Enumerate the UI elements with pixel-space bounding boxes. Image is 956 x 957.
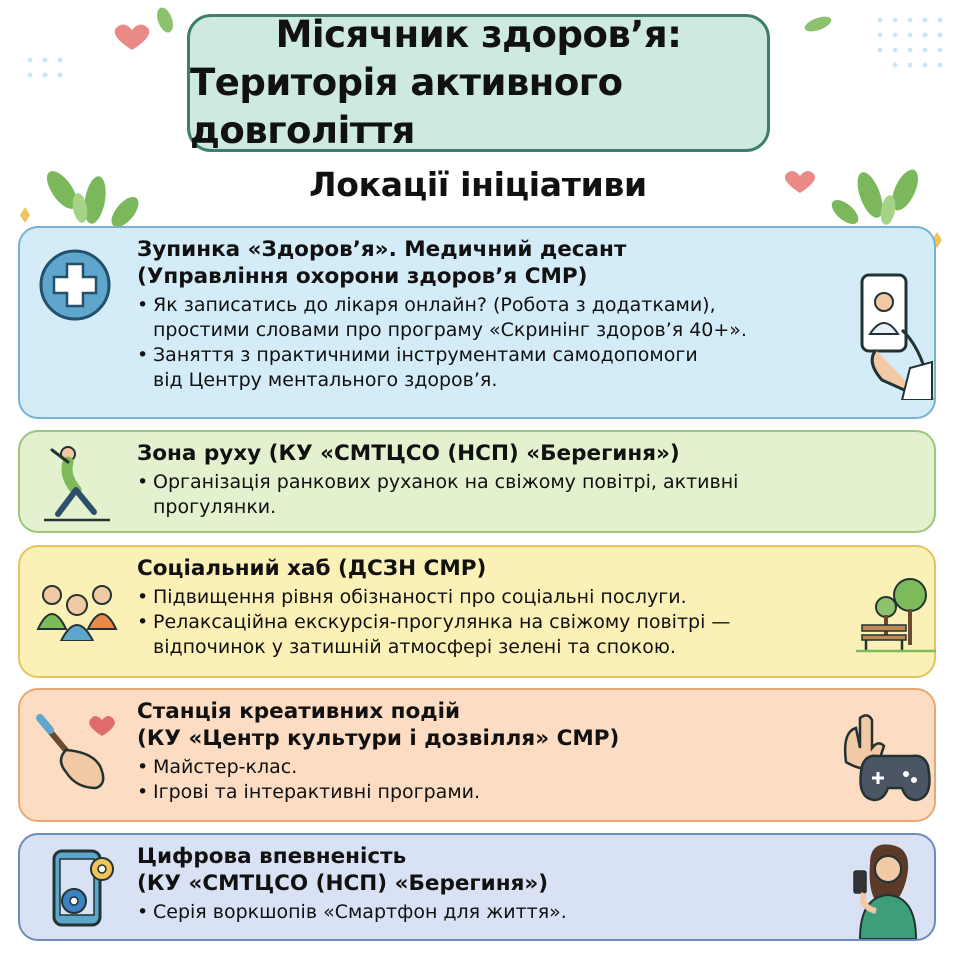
- bullet-item: • Підвищення рівня обізнаності про соціальні послуги.: [137, 585, 730, 610]
- card-heading-org: (КУ «Центр культури і дозвілля» СМР): [137, 726, 620, 751]
- title-line-2: Територія активного довголіття: [190, 61, 623, 152]
- bullet-item: • Заняття з практичними інструментами самодопомоги від Центру ментального здоров’я.: [137, 343, 747, 393]
- woman-smartphone-icon: [840, 841, 930, 939]
- card-heading: Соціальний хаб (ДСЗН СМР): [137, 556, 487, 581]
- bullet-item: • Релаксаційна екскурсія-прогулянка на свіжому повітрі — відпочинок у затишній атмосфері зелені та спокою.: [137, 610, 730, 660]
- park-bench-icon: [856, 573, 936, 653]
- exercise-person-icon: [40, 440, 114, 524]
- card-text: [137, 236, 747, 393]
- card-text: [137, 555, 730, 660]
- card-heading: Зупинка «Здоров’я». Медичний десант: [137, 237, 627, 262]
- title-line-1: Місячник здоров’я:: [275, 13, 682, 56]
- location-card-creative-station: [18, 688, 936, 822]
- location-card-health-stop: [18, 226, 936, 419]
- card-heading: Цифрова впевненість: [137, 844, 407, 869]
- location-card-movement-zone: [18, 430, 936, 533]
- people-group-icon: [34, 579, 120, 641]
- paintbrush-hand-icon: [36, 710, 126, 800]
- bullet-item: • Як записатись до лікаря онлайн? (Робота з додатками), простими словами про програму «Скринінг здоров’я 40+».: [137, 293, 747, 343]
- card-text: [137, 843, 567, 925]
- card-heading: Станція креативних подій: [137, 699, 461, 724]
- tablet-gears-icon: [50, 847, 130, 931]
- bullet-item: • Ігрові та інтерактивні програми.: [137, 780, 619, 805]
- card-text: [137, 440, 738, 520]
- heart-icon: [115, 24, 150, 50]
- card-heading-org: (Управління охорони здоров’я СМР): [137, 264, 588, 289]
- phone-doctor-icon: [852, 270, 936, 400]
- bullet-item: • Серія воркшопів «Смартфон для життя».: [137, 900, 567, 925]
- card-text: [137, 698, 619, 805]
- location-card-social-hub: [18, 545, 936, 678]
- location-card-digital-confidence: [18, 833, 936, 941]
- gamepad-hand-icon: [840, 712, 932, 804]
- medical-cross-icon: [38, 248, 112, 322]
- bullet-item: • Організація ранкових руханок на свіжому повітрі, активні прогулянки.: [137, 470, 738, 520]
- card-heading: Зона руху (КУ «СМТЦСО (НСП) «Берегиня»): [137, 441, 680, 466]
- card-heading-org: (КУ «СМТЦСО (НСП) «Берегиня»): [137, 871, 549, 896]
- section-subtitle: Локації ініціативи: [309, 165, 647, 204]
- title-banner: [187, 14, 770, 152]
- bullet-item: • Майстер-клас.: [137, 755, 619, 780]
